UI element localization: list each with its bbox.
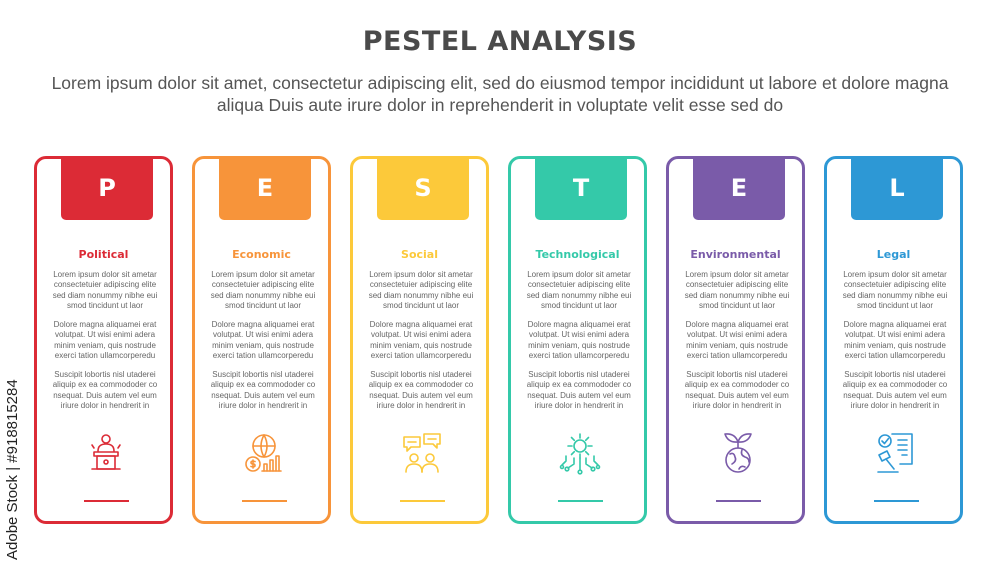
card-title: Political	[78, 248, 129, 261]
gavel-document-icon	[874, 431, 918, 475]
card-paragraph: Dolore magna aliquamei erat volutpat. Ut wisi enimi adera minim veniam, quis nostrude exerci tation ullamcorperedu	[843, 320, 947, 360]
page-subtitle: Lorem ipsum dolor sit amet, consectetur adipiscing elit, sed do eiusmod tempor incididunt ut labore et dolore magna aliqua Duis aute irure dolor in reprehenderit in voluptate velit esse sed do	[51, 73, 949, 115]
card-paragraph: Dolore magna aliquamei erat volutpat. Ut wisi enimi adera minim veniam, quis nostrude exerci tation ullamcorperedu	[685, 320, 789, 360]
accent-line	[716, 500, 761, 502]
card-technological	[508, 156, 647, 524]
card-legal	[824, 156, 963, 524]
globe-money-chart-icon	[242, 431, 286, 475]
card-title: Legal	[876, 248, 911, 261]
card-paragraph: Lorem ipsum dolor sit ametar consectetuier adipiscing elite sed diam nonummy nibhe eui smod tincidunt ut laor	[842, 270, 948, 310]
stock-watermark: Adobe Stock | #918815284	[4, 379, 21, 560]
card-paragraph: Dolore magna aliquamei erat volutpat. Ut wisi enimi adera minim veniam, quis nostrude exerci tation ullamcorperedu	[369, 320, 473, 360]
card-paragraph: Lorem ipsum dolor sit ametar consectetuier adipiscing elite sed diam nonummy nibhe eui smod tincidunt ut laor	[526, 270, 632, 310]
card-environmental	[666, 156, 805, 524]
letter-tab: T	[535, 156, 627, 220]
pestel-cards	[34, 156, 974, 526]
card-paragraph: Suscipit lobortis nisl utaderei aliquip ex ea commododer co nsequat. Duis autem vel eum iriure dolor in hendrerit in	[526, 370, 632, 410]
card-paragraph: Dolore magna aliquamei erat volutpat. Ut wisi enimi adera minim veniam, quis nostrude exerci tation ullamcorperedu	[211, 320, 315, 360]
letter-tab: S	[377, 156, 469, 220]
gear-circuit-icon	[558, 431, 602, 475]
letter-tab: L	[851, 156, 943, 220]
card-paragraph: Lorem ipsum dolor sit ametar consectetuier adipiscing elite sed diam nonummy nibhe eui smod tincidunt ut laor	[684, 270, 790, 310]
accent-line	[400, 500, 445, 502]
podium-speaker-icon	[84, 431, 128, 475]
page-title: PESTEL ANALYSIS	[362, 26, 638, 57]
card-political	[34, 156, 173, 524]
card-economic	[192, 156, 331, 524]
card-paragraph: Dolore magna aliquamei erat volutpat. Ut wisi enimi adera minim veniam, quis nostrude exerci tation ullamcorperedu	[53, 320, 157, 360]
card-title: Economic	[232, 248, 291, 261]
accent-line	[874, 500, 919, 502]
card-paragraph: Lorem ipsum dolor sit ametar consectetuier adipiscing elite sed diam nonummy nibhe eui smod tincidunt ut laor	[368, 270, 474, 310]
card-paragraph: Suscipit lobortis nisl utaderei aliquip ex ea commododer co nsequat. Duis autem vel eum iriure dolor in hendrerit in	[842, 370, 948, 410]
card-title: Technological	[535, 248, 620, 261]
card-title: Social	[401, 248, 438, 261]
accent-line	[84, 500, 129, 502]
card-paragraph: Dolore magna aliquamei erat volutpat. Ut wisi enimi adera minim veniam, quis nostrude exerci tation ullamcorperedu	[527, 320, 631, 360]
card-social	[350, 156, 489, 524]
card-paragraph: Suscipit lobortis nisl utaderei aliquip ex ea commododer co nsequat. Duis autem vel eum iriure dolor in hendrerit in	[684, 370, 790, 410]
letter-tab: P	[61, 156, 153, 220]
accent-line	[558, 500, 603, 502]
letter-tab: E	[693, 156, 785, 220]
accent-line	[242, 500, 287, 502]
card-paragraph: Suscipit lobortis nisl utaderei aliquip ex ea commododer co nsequat. Duis autem vel eum iriure dolor in hendrerit in	[52, 370, 158, 410]
card-title: Environmental	[690, 248, 781, 261]
card-paragraph: Suscipit lobortis nisl utaderei aliquip ex ea commododer co nsequat. Duis autem vel eum iriure dolor in hendrerit in	[368, 370, 474, 410]
card-paragraph: Lorem ipsum dolor sit ametar consectetuier adipiscing elite sed diam nonummy nibhe eui smod tincidunt ut laor	[52, 270, 158, 310]
card-paragraph: Lorem ipsum dolor sit ametar consectetuier adipiscing elite sed diam nonummy nibhe eui smod tincidunt ut laor	[210, 270, 316, 310]
letter-tab: E	[219, 156, 311, 220]
people-chat-icon	[400, 431, 444, 475]
earth-sprout-icon	[716, 431, 760, 475]
card-paragraph: Suscipit lobortis nisl utaderei aliquip ex ea commododer co nsequat. Duis autem vel eum iriure dolor in hendrerit in	[210, 370, 316, 410]
